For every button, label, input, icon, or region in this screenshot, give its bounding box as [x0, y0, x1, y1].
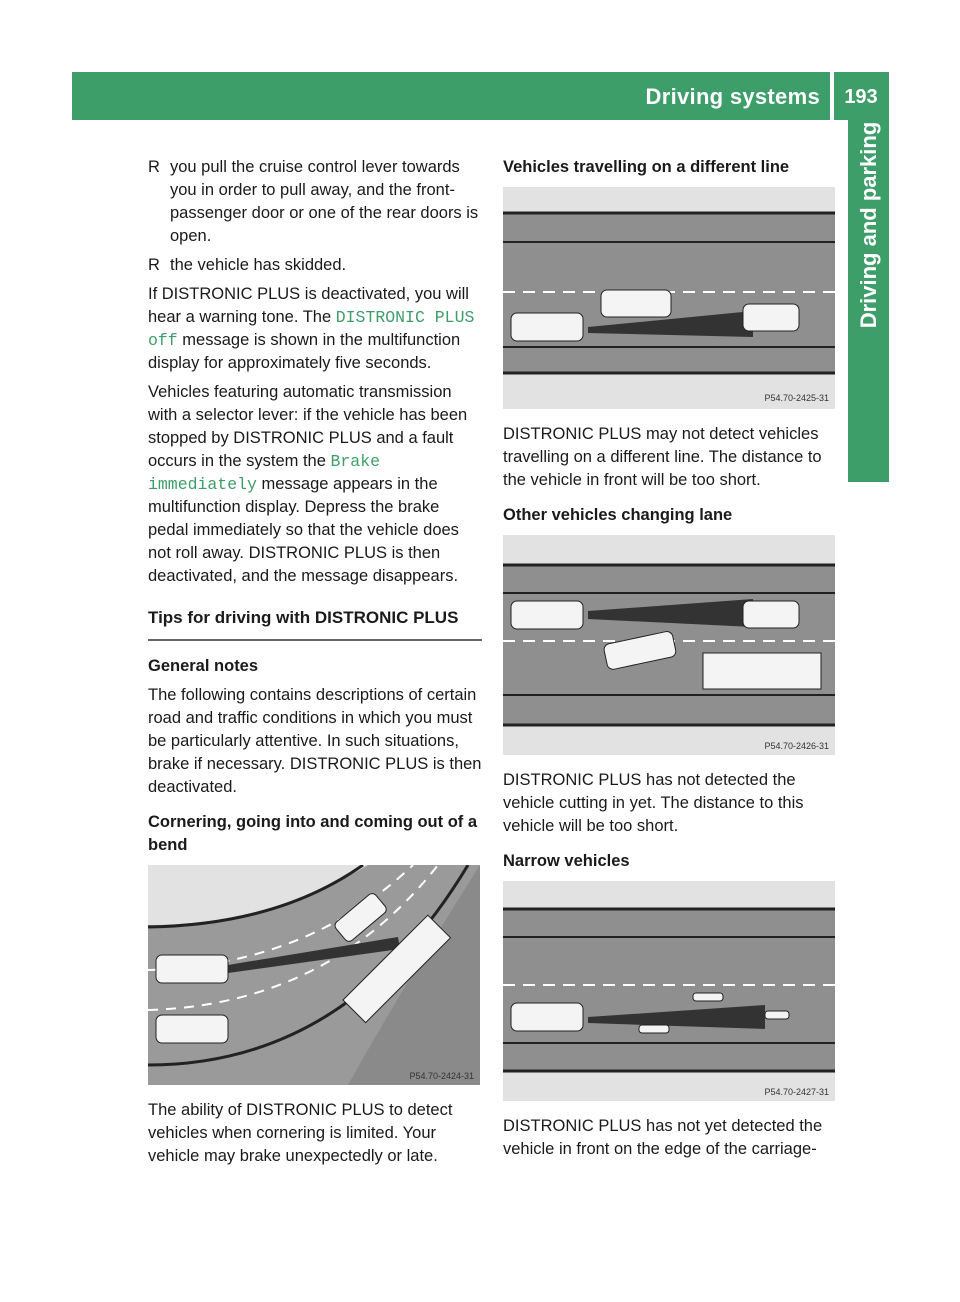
bullet-mark: R: [148, 256, 160, 274]
figure-cornering: [148, 865, 482, 1085]
narrow-vehicles-illustration: [503, 881, 835, 1101]
display-message: Brake immediately: [148, 452, 381, 494]
figure-code: P54.70-2426-31: [764, 741, 829, 751]
page-number: 193: [844, 86, 878, 108]
cornering-text: The ability of DISTRONIC PLUS to detect vehicles when cornering is limited. Your vehicle may brake unexpectedly or late.: [148, 1101, 453, 1165]
bullet-mark: R: [148, 158, 160, 176]
subheading-lane-change: Other vehicles changing lane: [503, 506, 733, 524]
cornering-illustration: [148, 865, 480, 1085]
figure-code: P54.70-2424-31: [409, 1071, 474, 1081]
subheading-narrow-vehicles: Narrow vehicles: [503, 852, 630, 870]
figure-lane-change: [503, 535, 835, 755]
header-divider: [830, 72, 834, 120]
different-line-illustration: [503, 187, 835, 409]
subheading-different-line: Vehicles travelling on a different line: [503, 158, 790, 176]
side-tab-label: Driving and parking: [855, 121, 881, 329]
subheading-general-notes: General notes: [148, 657, 259, 675]
general-notes-text: The following contains descriptions of certain road and traffic conditions in which you must be particularly attentive. In such situations, brake if necessary. DISTRONIC PLUS is then deactivated.: [148, 686, 482, 796]
left-column: [148, 156, 482, 1174]
different-line-text: DISTRONIC PLUS may not detect vehicles travelling on a different line. The distance to the vehicle in front will be too short.: [503, 425, 822, 489]
narrow-vehicles-text: DISTRONIC PLUS has not yet detected the vehicle in front on the edge of the carriage-: [503, 1117, 823, 1158]
automatic-transmission-paragraph: Vehicles featuring automatic transmission with a selector lever: if the vehicle has been stopped by DISTRONIC PLUS and a fault occurs in the system the Brake immediately message appears in the multifunction display. Depress the brake pedal immediately so that the vehicle does not roll away. DISTRONIC PLUS is then deactivated, and the message disappears.: [148, 383, 468, 585]
figure-code: P54.70-2425-31: [764, 393, 829, 403]
figure-code: P54.70-2427-31: [764, 1087, 829, 1097]
display-message: DISTRONIC PLUS off: [148, 308, 475, 350]
chapter-title: Driving systems: [645, 84, 820, 109]
figure-different-line: [503, 187, 835, 409]
subheading-cornering: Cornering, going into and coming out of a bend: [148, 813, 478, 854]
figure-narrow-vehicles: [503, 881, 835, 1101]
right-column: [503, 156, 835, 1167]
lane-change-illustration: [503, 535, 835, 755]
section-heading: Tips for driving with DISTRONIC PLUS: [148, 606, 482, 641]
lane-change-text: DISTRONIC PLUS has not detected the vehicle cutting in yet. The distance to this vehicle will be too short.: [503, 771, 804, 835]
deactivation-paragraph: If DISTRONIC PLUS is deactivated, you will hear a warning tone. The DISTRONIC PLUS off message is shown in the multifunction display for approximately five seconds.: [148, 285, 475, 372]
bullet-item: R you pull the cruise control lever towards you in order to pull away, and the front-passenger door or one of the rear doors is open.: [148, 158, 479, 245]
bullet-item: R the vehicle has skidded.: [148, 254, 482, 277]
